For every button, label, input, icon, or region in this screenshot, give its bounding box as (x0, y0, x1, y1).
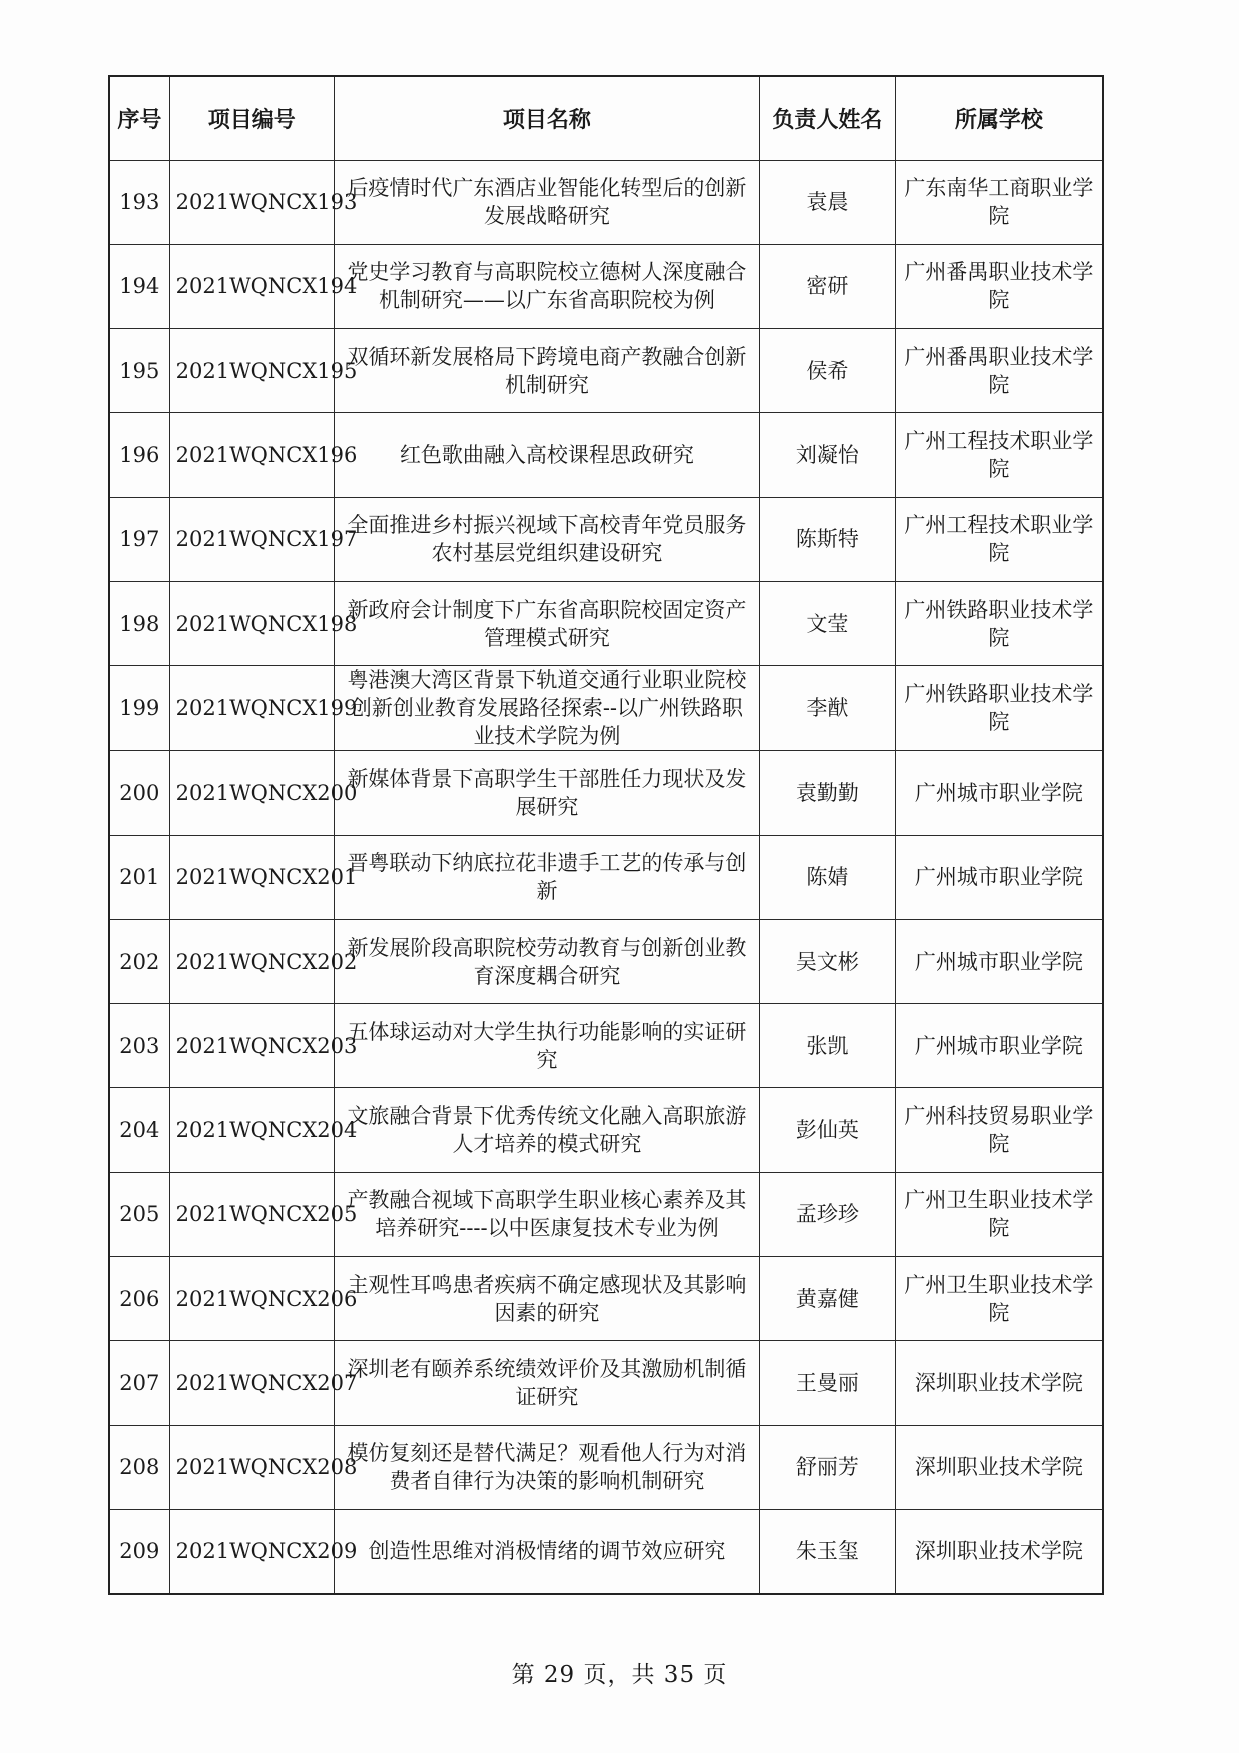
header-name: 项目名称 (334, 76, 759, 160)
table-row (109, 244, 1103, 328)
cell-code: 2021WQNCX208 (169, 1425, 334, 1509)
table-row (109, 666, 1103, 751)
cell-name: 新政府会计制度下广东省高职院校固定资产管理模式研究 (334, 581, 759, 665)
cell-code: 2021WQNCX207 (169, 1341, 334, 1425)
cell-person: 袁晨 (760, 160, 896, 244)
cell-code: 2021WQNCX198 (169, 581, 334, 665)
cell-seq: 196 (109, 413, 169, 497)
table-row (109, 1088, 1103, 1172)
cell-school: 广州城市职业学院 (895, 919, 1103, 1003)
cell-person: 陈斯特 (760, 497, 896, 581)
cell-person: 张凯 (760, 1004, 896, 1088)
table-row (109, 329, 1103, 413)
cell-code: 2021WQNCX195 (169, 329, 334, 413)
cell-person: 密研 (760, 244, 896, 328)
header-person: 负责人姓名 (760, 76, 896, 160)
table-row (109, 1172, 1103, 1256)
cell-code: 2021WQNCX206 (169, 1257, 334, 1341)
cell-seq: 202 (109, 919, 169, 1003)
cell-person: 王曼丽 (760, 1341, 896, 1425)
cell-school: 广州城市职业学院 (895, 751, 1103, 835)
cell-seq: 193 (109, 160, 169, 244)
cell-school: 深圳职业技术学院 (895, 1341, 1103, 1425)
table-body (109, 160, 1103, 1594)
cell-name: 主观性耳鸣患者疾病不确定感现状及其影响因素的研究 (334, 1257, 759, 1341)
cell-school: 广州卫生职业技术学院 (895, 1172, 1103, 1256)
cell-person: 陈婧 (760, 835, 896, 919)
table-row (109, 919, 1103, 1003)
cell-school: 广州铁路职业技术学院 (895, 581, 1103, 665)
cell-person: 孟珍珍 (760, 1172, 896, 1256)
cell-school: 广州番禺职业技术学院 (895, 244, 1103, 328)
cell-seq: 203 (109, 1004, 169, 1088)
cell-school: 深圳职业技术学院 (895, 1425, 1103, 1509)
cell-code: 2021WQNCX203 (169, 1004, 334, 1088)
cell-code: 2021WQNCX193 (169, 160, 334, 244)
cell-seq: 205 (109, 1172, 169, 1256)
cell-name: 新发展阶段高职院校劳动教育与创新创业教育深度耦合研究 (334, 919, 759, 1003)
cell-name: 粤港澳大湾区背景下轨道交通行业职业院校创新创业教育发展路径探索--以广州铁路职业技术学院为例 (334, 666, 759, 751)
cell-school: 广州城市职业学院 (895, 835, 1103, 919)
cell-person: 舒丽芳 (760, 1425, 896, 1509)
cell-code: 2021WQNCX194 (169, 244, 334, 328)
cell-name: 模仿复刻还是替代满足？观看他人行为对消费者自律行为决策的影响机制研究 (334, 1425, 759, 1509)
cell-name: 晋粤联动下纳底拉花非遗手工艺的传承与创新 (334, 835, 759, 919)
cell-seq: 200 (109, 751, 169, 835)
cell-code: 2021WQNCX204 (169, 1088, 334, 1172)
cell-person: 袁勤勤 (760, 751, 896, 835)
cell-name: 文旅融合背景下优秀传统文化融入高职旅游人才培养的模式研究 (334, 1088, 759, 1172)
cell-code: 2021WQNCX196 (169, 413, 334, 497)
cell-name: 深圳老有颐养系统绩效评价及其激励机制循证研究 (334, 1341, 759, 1425)
cell-seq: 198 (109, 581, 169, 665)
cell-code: 2021WQNCX199 (169, 666, 334, 751)
cell-person: 文莹 (760, 581, 896, 665)
cell-code: 2021WQNCX197 (169, 497, 334, 581)
table-row (109, 1004, 1103, 1088)
cell-school: 广州铁路职业技术学院 (895, 666, 1103, 751)
table-row (109, 160, 1103, 244)
table-row (109, 1509, 1103, 1593)
cell-seq: 197 (109, 497, 169, 581)
table-row (109, 1341, 1103, 1425)
header-school: 所属学校 (895, 76, 1103, 160)
cell-school: 广州城市职业学院 (895, 1004, 1103, 1088)
cell-seq: 209 (109, 1509, 169, 1593)
cell-name: 双循环新发展格局下跨境电商产教融合创新机制研究 (334, 329, 759, 413)
table-row (109, 581, 1103, 665)
table-row (109, 1425, 1103, 1509)
cell-code: 2021WQNCX202 (169, 919, 334, 1003)
cell-school: 广东南华工商职业学院 (895, 160, 1103, 244)
cell-school: 广州番禺职业技术学院 (895, 329, 1103, 413)
table-row (109, 835, 1103, 919)
table-row (109, 1257, 1103, 1341)
cell-code: 2021WQNCX200 (169, 751, 334, 835)
cell-person: 黄嘉健 (760, 1257, 896, 1341)
cell-name: 产教融合视域下高职学生职业核心素养及其培养研究----以中医康复技术专业为例 (334, 1172, 759, 1256)
cell-school: 深圳职业技术学院 (895, 1509, 1103, 1593)
project-table (108, 75, 1104, 1595)
cell-school: 广州工程技术职业学院 (895, 413, 1103, 497)
cell-seq: 194 (109, 244, 169, 328)
cell-person: 刘凝怡 (760, 413, 896, 497)
cell-seq: 204 (109, 1088, 169, 1172)
cell-name: 新媒体背景下高职学生干部胜任力现状及发展研究 (334, 751, 759, 835)
header-code: 项目编号 (169, 76, 334, 160)
table-row (109, 413, 1103, 497)
cell-name: 五体球运动对大学生执行功能影响的实证研究 (334, 1004, 759, 1088)
cell-seq: 201 (109, 835, 169, 919)
cell-seq: 208 (109, 1425, 169, 1509)
cell-person: 李猷 (760, 666, 896, 751)
cell-person: 吴文彬 (760, 919, 896, 1003)
cell-person: 朱玉玺 (760, 1509, 896, 1593)
cell-person: 侯希 (760, 329, 896, 413)
cell-code: 2021WQNCX209 (169, 1509, 334, 1593)
cell-code: 2021WQNCX201 (169, 835, 334, 919)
cell-seq: 206 (109, 1257, 169, 1341)
cell-person: 彭仙英 (760, 1088, 896, 1172)
page-number-footer: 第 29 页，共 35 页 (511, 1662, 728, 1688)
cell-school: 广州工程技术职业学院 (895, 497, 1103, 581)
cell-seq: 195 (109, 329, 169, 413)
table-row (109, 751, 1103, 835)
header-seq: 序号 (109, 76, 169, 160)
cell-seq: 199 (109, 666, 169, 751)
cell-name: 全面推进乡村振兴视域下高校青年党员服务农村基层党组织建设研究 (334, 497, 759, 581)
cell-name: 红色歌曲融入高校课程思政研究 (334, 413, 759, 497)
cell-school: 广州卫生职业技术学院 (895, 1257, 1103, 1341)
table-header-row (109, 76, 1103, 160)
cell-seq: 207 (109, 1341, 169, 1425)
cell-name: 创造性思维对消极情绪的调节效应研究 (334, 1509, 759, 1593)
cell-school: 广州科技贸易职业学院 (895, 1088, 1103, 1172)
cell-code: 2021WQNCX205 (169, 1172, 334, 1256)
table-row (109, 497, 1103, 581)
cell-name: 后疫情时代广东酒店业智能化转型后的创新发展战略研究 (334, 160, 759, 244)
cell-name: 党史学习教育与高职院校立德树人深度融合机制研究——以广东省高职院校为例 (334, 244, 759, 328)
